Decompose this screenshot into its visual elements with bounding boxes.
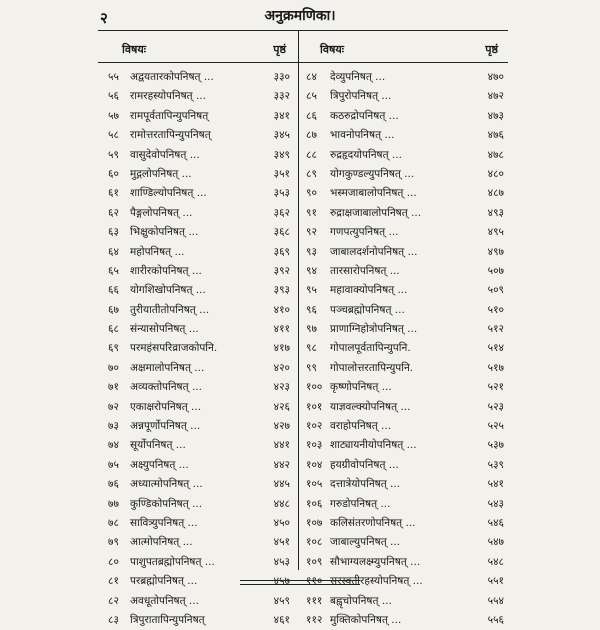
entry-number: ५७ <box>108 109 119 122</box>
list-item <box>108 592 294 611</box>
entry-number: ८० <box>108 555 119 568</box>
list-item <box>108 126 294 145</box>
entry-number: ६१ <box>108 187 119 200</box>
entry-number: ७१ <box>108 381 119 394</box>
entry-page: ३४१ <box>273 109 290 122</box>
entry-title: शाण्डिल्योपनिषत् ... <box>130 187 207 200</box>
entry-page: ३३२ <box>273 90 290 103</box>
entry-page: ३५३ <box>273 187 290 200</box>
entry-number: १०७ <box>306 516 323 529</box>
list-item <box>108 378 294 397</box>
list-item <box>306 204 506 223</box>
entry-title: देव्युपनिषत् ... <box>330 71 386 83</box>
entry-title: सौभाग्यलक्ष्म्युपनिषत् ... <box>330 555 421 568</box>
entry-title: शाट्यायनीयोपनिषत् ... <box>330 439 417 452</box>
entry-page: ४५९ <box>273 594 290 607</box>
entry-title: अक्षमालोपनिषत् ... <box>130 361 205 374</box>
list-item <box>306 436 506 455</box>
entry-title: कठरुद्रोपनिषत् ... <box>330 109 399 122</box>
entry-number: ६९ <box>108 342 119 355</box>
entry-title: जाबालदर्शनोपनिषत् ... <box>330 245 418 258</box>
entry-page: ४११ <box>273 323 290 336</box>
list-item <box>306 281 506 300</box>
entry-number: १०५ <box>306 478 323 491</box>
list-item <box>306 514 506 533</box>
entry-number: ८६ <box>306 109 317 122</box>
entry-number: ९१ <box>306 206 317 219</box>
entry-title: बह्वृचोपनिषत् ... <box>330 594 392 607</box>
list-item <box>306 398 506 417</box>
entry-title: गरुडोपनिषत् ... <box>330 497 391 510</box>
entry-title: मुक्तिकोपनिषत् ... <box>330 613 402 626</box>
entry-page: ३९३ <box>273 284 290 297</box>
entry-title: वराहोपनिषत् ... <box>330 420 392 433</box>
list-item <box>108 262 294 281</box>
list-item <box>108 281 294 300</box>
list-item <box>108 553 294 572</box>
entry-page: ५४३ <box>487 497 504 510</box>
list-item <box>108 320 294 339</box>
list-item <box>108 398 294 417</box>
list-item <box>306 553 506 572</box>
list-item <box>306 417 506 436</box>
entry-title: त्रिपुरातापिन्युपनिषत् <box>130 613 205 626</box>
entry-number: ८५ <box>306 90 317 103</box>
entry-title: याज्ञवल्क्योपनिषत् ... <box>330 400 411 413</box>
entry-number: ७३ <box>108 420 119 433</box>
entry-number: ९२ <box>306 226 317 239</box>
entry-page: ४९५ <box>487 226 504 239</box>
entry-title: तारसारोपनिषत् ... <box>330 264 400 277</box>
entry-page: ५५१ <box>487 575 504 588</box>
entry-page: ५२१ <box>487 381 504 394</box>
entry-number: १०३ <box>306 439 323 452</box>
entry-number: ५६ <box>108 90 119 103</box>
entry-page: ५१२ <box>487 323 504 336</box>
entry-number: ६२ <box>108 206 119 219</box>
list-item <box>306 572 506 591</box>
list-item <box>306 359 506 378</box>
subject-heading: विषयः <box>320 43 344 56</box>
entry-page: ४२३ <box>273 381 290 394</box>
right-entry-list <box>306 68 506 630</box>
entry-title: रुद्रहृदयोपनिषत् ... <box>330 148 402 161</box>
entry-page: ४२६ <box>273 400 290 413</box>
entry-number: १०९ <box>306 555 323 568</box>
entry-number: १०६ <box>306 497 323 510</box>
entry-page: ५०९ <box>487 284 504 297</box>
list-item <box>306 126 506 145</box>
left-column-header <box>108 42 294 60</box>
right-column-header <box>306 42 506 60</box>
entry-page: ४४५ <box>273 478 290 491</box>
entry-number: ५५ <box>108 71 119 83</box>
entry-page: ४२० <box>273 361 290 374</box>
list-item <box>108 184 294 203</box>
entry-number: ७९ <box>108 536 119 549</box>
entry-title: रामोत्तरतापिन्युपनिषत् <box>130 129 211 142</box>
list-item <box>306 262 506 281</box>
entry-page: ३४५ <box>273 129 290 142</box>
entry-title: वासुदेवोपनिषत् ... <box>130 148 200 161</box>
entry-title: प्राणाग्निहोत्रोपनिषत् ... <box>330 323 418 336</box>
list-item <box>108 533 294 552</box>
page-heading: पृष्ठं <box>485 43 498 56</box>
entry-number: ११० <box>306 575 323 588</box>
entry-title: हयग्रीवोपनिषत् ... <box>330 458 399 471</box>
list-item <box>108 165 294 184</box>
column-divider <box>298 30 299 570</box>
entry-title: एकाक्षरोपनिषत् ... <box>130 400 202 413</box>
entry-title: सरस्वतीरहस्योपनिषत् ... <box>330 575 423 588</box>
entry-title: शारीरकोपनिषत् ... <box>130 264 202 277</box>
entry-number: ७४ <box>108 439 119 452</box>
entry-title: पाशुपतब्रह्मोपनिषत् ... <box>130 555 215 568</box>
entry-title: कृष्णोपनिषत् ... <box>330 381 392 394</box>
entry-number: १११ <box>306 594 323 607</box>
entry-title: महावाक्योपनिषत् ... <box>330 284 408 297</box>
entry-page: ४७३ <box>487 109 504 122</box>
entry-title: अवधूतोपनिषत् ... <box>130 594 199 607</box>
entry-page: ४९३ <box>487 206 504 219</box>
list-item <box>306 107 506 126</box>
list-item <box>306 495 506 514</box>
entry-number: ७६ <box>108 478 119 491</box>
entry-title: गोपालपूर्वतापिन्युपनि. <box>330 342 411 355</box>
entry-title: दत्तात्रेयोपनिषत् ... <box>330 478 401 491</box>
entry-number: ५९ <box>108 148 119 161</box>
entry-number: १०८ <box>306 536 323 549</box>
entry-title: आत्मोपनिषत् ... <box>130 536 193 549</box>
subject-heading: विषयः <box>122 43 146 56</box>
list-item <box>306 184 506 203</box>
list-item <box>306 533 506 552</box>
list-item <box>108 339 294 358</box>
list-item <box>108 436 294 455</box>
entry-title: अक्ष्युपनिषत् ... <box>130 458 189 471</box>
entry-page: ५०७ <box>487 264 504 277</box>
entry-number: ८४ <box>306 71 317 83</box>
entry-page: ४७६ <box>487 129 504 142</box>
entry-number: ६५ <box>108 264 119 277</box>
entry-number: ७७ <box>108 497 119 510</box>
entry-page: ३६८ <box>273 226 290 239</box>
entry-page: ५४८ <box>487 555 504 568</box>
entry-title: रामरहस्योपनिषत् ... <box>130 90 206 103</box>
entry-title: पैङ्गलोपनिषत् ... <box>130 206 193 219</box>
list-item <box>108 572 294 591</box>
entry-title: भस्मजाबालोपनिषत् ... <box>330 187 417 200</box>
list-item <box>306 87 506 106</box>
entry-title: परमहंसपरिव्राजकोपनि. <box>130 342 218 355</box>
list-item <box>306 339 506 358</box>
entry-page: ५५४ <box>487 594 504 607</box>
page-heading: पृष्ठं <box>273 43 286 56</box>
entry-title: मुद्गलोपनिषत् ... <box>130 167 192 180</box>
entry-title: भिक्षुकोपनिषत् ... <box>130 226 199 239</box>
entry-page: ३५१ <box>273 167 290 180</box>
entry-title: अद्वयतारकोपनिषत् ... <box>130 71 214 83</box>
entry-number: ७२ <box>108 400 119 413</box>
list-item <box>108 223 294 242</box>
list-item <box>108 495 294 514</box>
entry-page: ४७२ <box>487 90 504 103</box>
list-item <box>108 456 294 475</box>
entry-page: ४४२ <box>273 458 290 471</box>
entry-number: ९३ <box>306 245 317 258</box>
list-item <box>306 301 506 320</box>
entry-page: ४७८ <box>487 148 504 161</box>
bottom-rule <box>240 580 360 581</box>
entry-number: ९४ <box>306 264 317 277</box>
entry-number: ८८ <box>306 148 317 161</box>
list-item <box>306 165 506 184</box>
entry-title: अध्यात्मोपनिषत् ... <box>130 478 203 491</box>
bottom-rule <box>240 584 360 585</box>
entry-page: ५३७ <box>487 439 504 452</box>
entry-title: महोपनिषत् ... <box>130 245 185 258</box>
entry-page: ५४१ <box>487 478 504 491</box>
entry-number: १०४ <box>306 458 323 471</box>
entry-number: ७८ <box>108 516 119 529</box>
entry-title: सूर्योपनिषत् ... <box>130 439 186 452</box>
page-title: अनुक्रमणिका। <box>264 8 336 24</box>
list-item <box>306 592 506 611</box>
entry-number: ८१ <box>108 575 119 588</box>
list-item <box>108 475 294 494</box>
header-rule <box>98 62 508 63</box>
entry-title: गोपालोत्तरतापिन्युपनि. <box>330 361 414 374</box>
entry-page: ४९७ <box>487 245 504 258</box>
entry-number: ७५ <box>108 458 119 471</box>
entry-number: ९९ <box>306 361 317 374</box>
entry-number: ८७ <box>306 129 317 142</box>
list-item <box>108 146 294 165</box>
list-item <box>108 417 294 436</box>
entry-number: ९५ <box>306 284 317 297</box>
list-item <box>108 243 294 262</box>
entry-page: ५४७ <box>487 536 504 549</box>
entry-page: ५२३ <box>487 400 504 413</box>
entry-title: पञ्चब्रह्मोपनिषत् ... <box>330 303 405 316</box>
top-rule <box>98 30 508 31</box>
entry-title: रुद्राक्षजाबालोपनिषत् ... <box>330 206 422 219</box>
left-entry-list <box>108 68 294 630</box>
entry-number: ५८ <box>108 129 119 142</box>
entry-number: ९८ <box>306 342 317 355</box>
entry-number: १०० <box>306 381 323 394</box>
entry-page: ४५० <box>273 516 290 529</box>
entry-title: गणपत्युपनिषत् ... <box>330 226 399 239</box>
entry-page: ३३० <box>273 71 290 83</box>
entry-page: ४८० <box>487 167 504 180</box>
list-item <box>108 107 294 126</box>
entry-page: ५१४ <box>487 342 504 355</box>
list-item <box>306 475 506 494</box>
list-item <box>108 611 294 630</box>
entry-page: ४४१ <box>273 439 290 452</box>
list-item <box>306 320 506 339</box>
list-item <box>306 223 506 242</box>
list-item <box>306 611 506 630</box>
entry-page: ५१७ <box>487 361 504 374</box>
entry-number: १०१ <box>306 400 323 413</box>
entry-page: ५३९ <box>487 458 504 471</box>
entry-number: ८३ <box>108 613 119 626</box>
entry-number: ८२ <box>108 594 119 607</box>
entry-page: ५५६ <box>487 613 504 626</box>
list-item <box>108 359 294 378</box>
entry-page: ४२७ <box>273 420 290 433</box>
entry-number: ६० <box>108 167 119 180</box>
entry-page: ५१० <box>487 303 504 316</box>
entry-page: ४१० <box>273 303 290 316</box>
entry-page: ४६१ <box>273 613 290 626</box>
entry-number: ९६ <box>306 303 317 316</box>
entry-number: ६७ <box>108 303 119 316</box>
entry-number: ९७ <box>306 323 317 336</box>
list-item <box>306 456 506 475</box>
entry-page: ५२५ <box>487 420 504 433</box>
entry-title: भावनोपनिषत् ... <box>330 129 395 142</box>
entry-title: परब्रह्मोपनिषत् ... <box>130 575 198 588</box>
entry-number: ६६ <box>108 284 119 297</box>
list-item <box>108 301 294 320</box>
entry-title: योगकुण्डल्युपनिषत् ... <box>330 167 415 180</box>
entry-title: जाबाल्युपनिषत् ... <box>330 536 401 549</box>
entry-number: ६८ <box>108 323 119 336</box>
entry-title: कलिसंतरणोपनिषत् ... <box>330 516 416 529</box>
list-item <box>108 204 294 223</box>
entry-page: ३६९ <box>273 245 290 258</box>
entry-number: ६४ <box>108 245 119 258</box>
list-item <box>306 243 506 262</box>
entry-page: ४७० <box>487 71 504 83</box>
entry-page: ३९२ <box>273 264 290 277</box>
entry-title: तुरीयातीतोपनिषत् ... <box>130 303 210 316</box>
entry-number: ११२ <box>306 613 323 626</box>
entry-title: संन्यासोपनिषत् ... <box>130 323 199 336</box>
entry-title: कुण्डिकोपनिषत् ... <box>130 497 203 510</box>
entry-page: ४५७ <box>273 575 290 588</box>
entry-number: ७० <box>108 361 119 374</box>
page-number: २ <box>100 9 108 27</box>
entry-page: ३४९ <box>273 148 290 161</box>
entry-number: ८९ <box>306 167 317 180</box>
entry-page: ४५३ <box>273 555 290 568</box>
list-item <box>108 68 294 87</box>
list-item <box>306 68 506 87</box>
list-item <box>306 146 506 165</box>
entry-page: ४४८ <box>273 497 290 510</box>
entry-number: ६३ <box>108 226 119 239</box>
entry-title: अन्नपूर्णोपनिषत् ... <box>130 420 201 433</box>
entry-title: अव्यक्तोपनिषत् ... <box>130 381 202 394</box>
entry-number: १०२ <box>306 420 323 433</box>
entry-page: ४१७ <box>273 342 290 355</box>
list-item <box>108 514 294 533</box>
entry-title: सावित्र्युपनिषत् ... <box>130 516 198 529</box>
entry-title: योगशिखोपनिषत् ... <box>130 284 206 297</box>
list-item <box>108 87 294 106</box>
entry-page: ४८७ <box>487 187 504 200</box>
entry-page: ५४६ <box>487 516 504 529</box>
list-item <box>306 378 506 397</box>
entry-page: ४५१ <box>273 536 290 549</box>
entry-page: ३६२ <box>273 206 290 219</box>
entry-title: रामपूर्वतापिन्युपनिषत् <box>130 109 209 122</box>
entry-number: ९० <box>306 187 317 200</box>
entry-title: त्रिपुरोपनिषत् ... <box>330 90 392 103</box>
